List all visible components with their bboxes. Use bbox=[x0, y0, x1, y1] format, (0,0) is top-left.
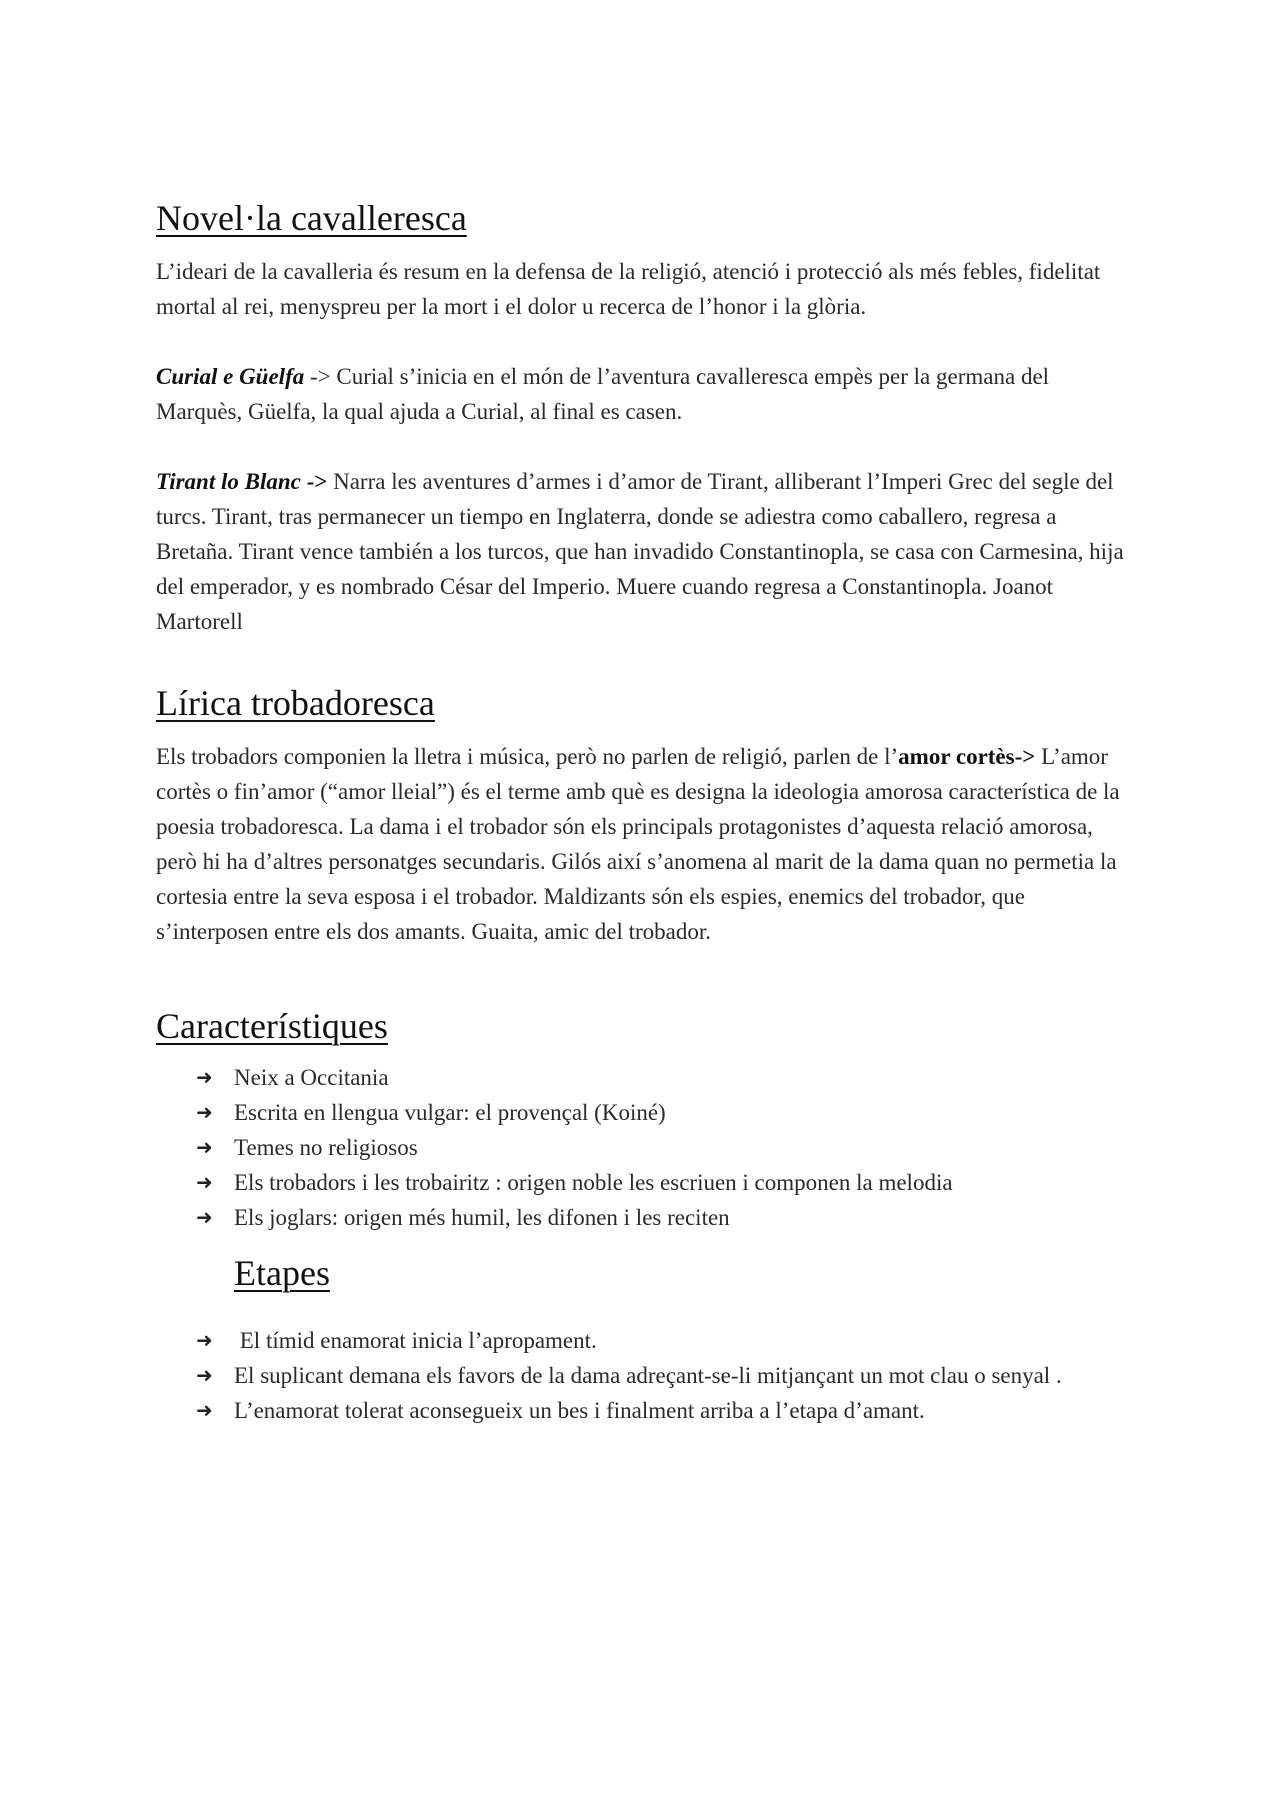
list-item-text: El suplicant demana els favors de la dama adreçant-se-li mitjançant un mot clau o senyal . bbox=[234, 1363, 1062, 1388]
spacer bbox=[156, 324, 1126, 359]
etapes-list bbox=[156, 1323, 1126, 1428]
bold-term-amor-cortes: amor cortès-> bbox=[898, 744, 1036, 769]
document-page bbox=[156, 194, 1126, 1428]
arrow-bullet-icon: ➜ bbox=[196, 1205, 213, 1229]
list-item bbox=[156, 1200, 1126, 1235]
tirant-description: Narra les aventures d’armes i d’amor de Tirant, alliberant l’Imperi Grec del segle del turcs. Tirant, tras permanecer un tiempo en Inglaterra, donde se adiestra como caballero, regresa a Bretaña. Tirant vence también a los turcos, que han invadido Constantinopla, se casa con Carmesina, hija del emperador, y es nombrado César del Imperio. Muere cuando regresa a Constantinopla. Joanot Martorell bbox=[156, 469, 1124, 634]
list-item-text: Escrita en llengua vulgar: el provençal (Koiné) bbox=[234, 1100, 666, 1125]
work-title-curial: Curial e Güelfa bbox=[156, 364, 305, 389]
list-item-text: Els joglars: origen més humil, les difonen i les reciten bbox=[234, 1205, 730, 1230]
list-item-text: El tímid enamorat inicia l’apropament. bbox=[234, 1328, 597, 1353]
paragraph-ideari: L’ideari de la cavalleria és resum en la defensa de la religió, atenció i protecció als més febles, fidelitat mortal al rei, menyspreu per la mort i el dolor u recerca de l’honor i la glòria. bbox=[156, 259, 1101, 319]
spacer bbox=[156, 429, 1126, 464]
list-item bbox=[156, 1060, 1126, 1095]
list-item bbox=[156, 1165, 1126, 1200]
caracteristiques-list bbox=[156, 1060, 1126, 1235]
list-item bbox=[156, 1323, 1126, 1358]
lirica-text-before: Els trobadors componien la lletra i música, però no parlen de religió, parlen de l’ bbox=[156, 744, 899, 769]
curial-description: Curial s’inicia en el món de l’aventura cavalleresca empès per la germana del Marquès, Güelfa, la qual ajuda a Curial, al final es casen. bbox=[156, 364, 1050, 424]
work-title-tirant: Tirant lo Blanc bbox=[156, 469, 301, 494]
arrow-bullet-icon: ➜ bbox=[196, 1100, 213, 1124]
paragraph-curial bbox=[156, 359, 1126, 429]
arrow-bullet-icon: ➜ bbox=[196, 1398, 213, 1422]
list-item bbox=[156, 1358, 1126, 1393]
section-title-caracteristiques: Característiques bbox=[156, 1006, 388, 1046]
list-item bbox=[156, 1393, 1126, 1428]
arrow-bullet-icon: ➜ bbox=[196, 1328, 213, 1352]
list-item-text: Els trobadors i les trobairitz : origen noble les escriuen i componen la melodia bbox=[234, 1170, 953, 1195]
section-title-etapes: Etapes bbox=[234, 1253, 330, 1293]
arrow-bullet-icon: ➜ bbox=[196, 1170, 213, 1194]
list-item bbox=[156, 1095, 1126, 1130]
list-item-text: L’enamorat tolerat aconsegueix un bes i finalment arriba a l’etapa d’amant. bbox=[234, 1398, 925, 1423]
section-title-lirica: Lírica trobadoresca bbox=[156, 683, 435, 723]
list-item-text: Neix a Occitania bbox=[234, 1065, 389, 1090]
section-title-novella: Novel·la cavalleresca bbox=[156, 198, 467, 238]
lirica-text-after: L’amor cortès o fin’amor (“amor lleial”) és el terme amb què es designa la ideologia amorosa característica de la poesia trobadoresca. La dama i el trobador són els principals protagonistes d’aquesta relació amorosa, però hi ha d’altres personatges secundaris. Gilós així s’anomena al marit de la dama quan no permetia la cortesia entre la seva esposa i el trobador. Maldizants són els espies, enemics del trobador, que s’interposen entre els dos amants. Guaita, amic del trobador. bbox=[156, 744, 1120, 944]
arrow-bullet-icon: ➜ bbox=[196, 1135, 213, 1159]
arrow-text: -> bbox=[304, 364, 337, 389]
list-item bbox=[156, 1130, 1126, 1165]
arrow-bullet-icon: ➜ bbox=[196, 1363, 213, 1387]
arrow-text: -> bbox=[300, 469, 334, 494]
paragraph-tirant bbox=[156, 464, 1126, 639]
list-item-text: Temes no religiosos bbox=[234, 1135, 418, 1160]
paragraph-lirica bbox=[156, 739, 1126, 949]
arrow-bullet-icon: ➜ bbox=[196, 1065, 213, 1089]
